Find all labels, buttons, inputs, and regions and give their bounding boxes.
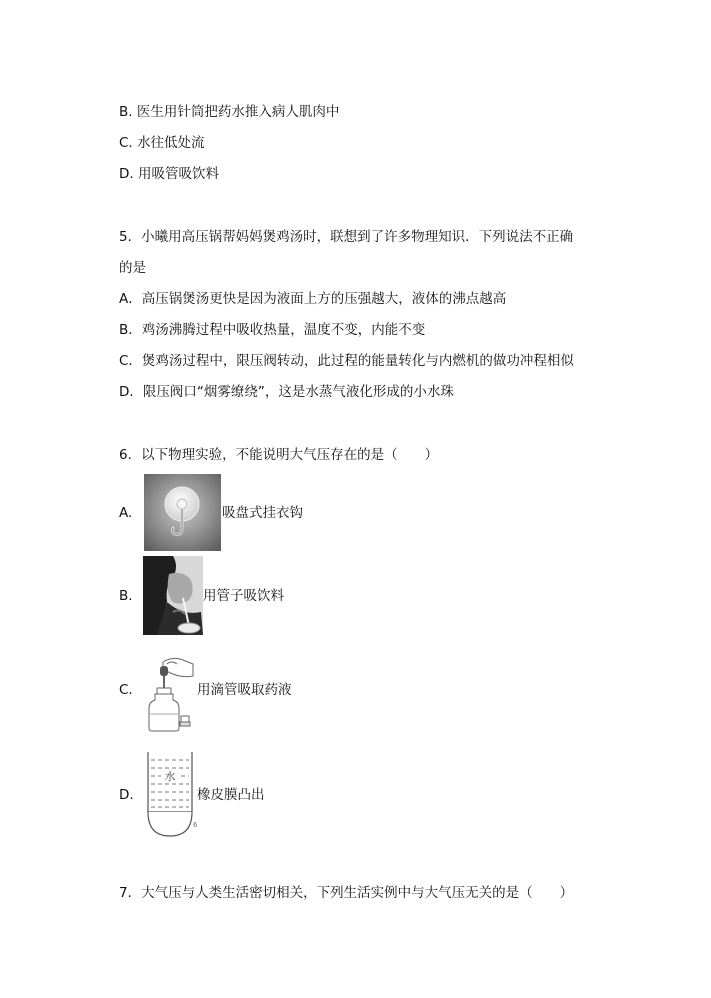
q6-option-c-label: C. — [119, 682, 133, 698]
water-label: 水 — [164, 770, 176, 783]
q5-stem-line1: 5．小曦用高压锅帮妈妈煲鸡汤时，联想到了许多物理知识．下列说法不正确 — [119, 229, 574, 245]
q6-option-b-label: B. — [119, 588, 133, 604]
dropper-bottle-drawing — [143, 654, 195, 732]
q6-option-a-text: 吸盘式挂衣钩 — [222, 505, 303, 521]
q6-stem: 6．以下物理实验，不能说明大气压存在的是（ ） — [119, 447, 439, 463]
suction-hook-photo — [144, 474, 221, 551]
q4-option-d: D. 用吸管吸饮料 — [119, 166, 219, 182]
q6-option-a-label: A. — [119, 505, 133, 521]
q5-stem-line2: 的是 — [119, 260, 146, 276]
q4-option-b: B. 医生用针筒把药水推入病人肌肉中 — [119, 104, 340, 120]
q6-option-c-text: 用滴管吸取药液 — [197, 682, 292, 698]
q6-option-b-text: 用管子吸饮料 — [203, 588, 284, 604]
svg-text:6: 6 — [193, 821, 198, 829]
q5-option-d: D．限压阀口“烟雾缭绕”，这是水蒸气液化形成的小水珠 — [119, 384, 454, 400]
q6-option-d-text: 橡皮膜凸出 — [197, 787, 265, 803]
q6-option-d-label: D. — [119, 787, 134, 803]
water-container-membrane-drawing — [143, 750, 199, 838]
girl-drinking-straw-photo — [143, 556, 203, 635]
q5-option-c: C．煲鸡汤过程中，限压阀转动，此过程的能量转化与内燃机的做功冲程相似 — [119, 353, 574, 369]
q4-option-c: C. 水往低处流 — [119, 135, 205, 151]
q5-option-a: A．高压锅煲汤更快是因为液面上方的压强越大，液体的沸点越高 — [119, 291, 507, 307]
q5-option-b: B．鸡汤沸腾过程中吸收热量，温度不变，内能不变 — [119, 322, 426, 338]
q7-stem: 7．大气压与人类生活密切相关，下列生活实例中与大气压无关的是（ ） — [119, 885, 574, 901]
